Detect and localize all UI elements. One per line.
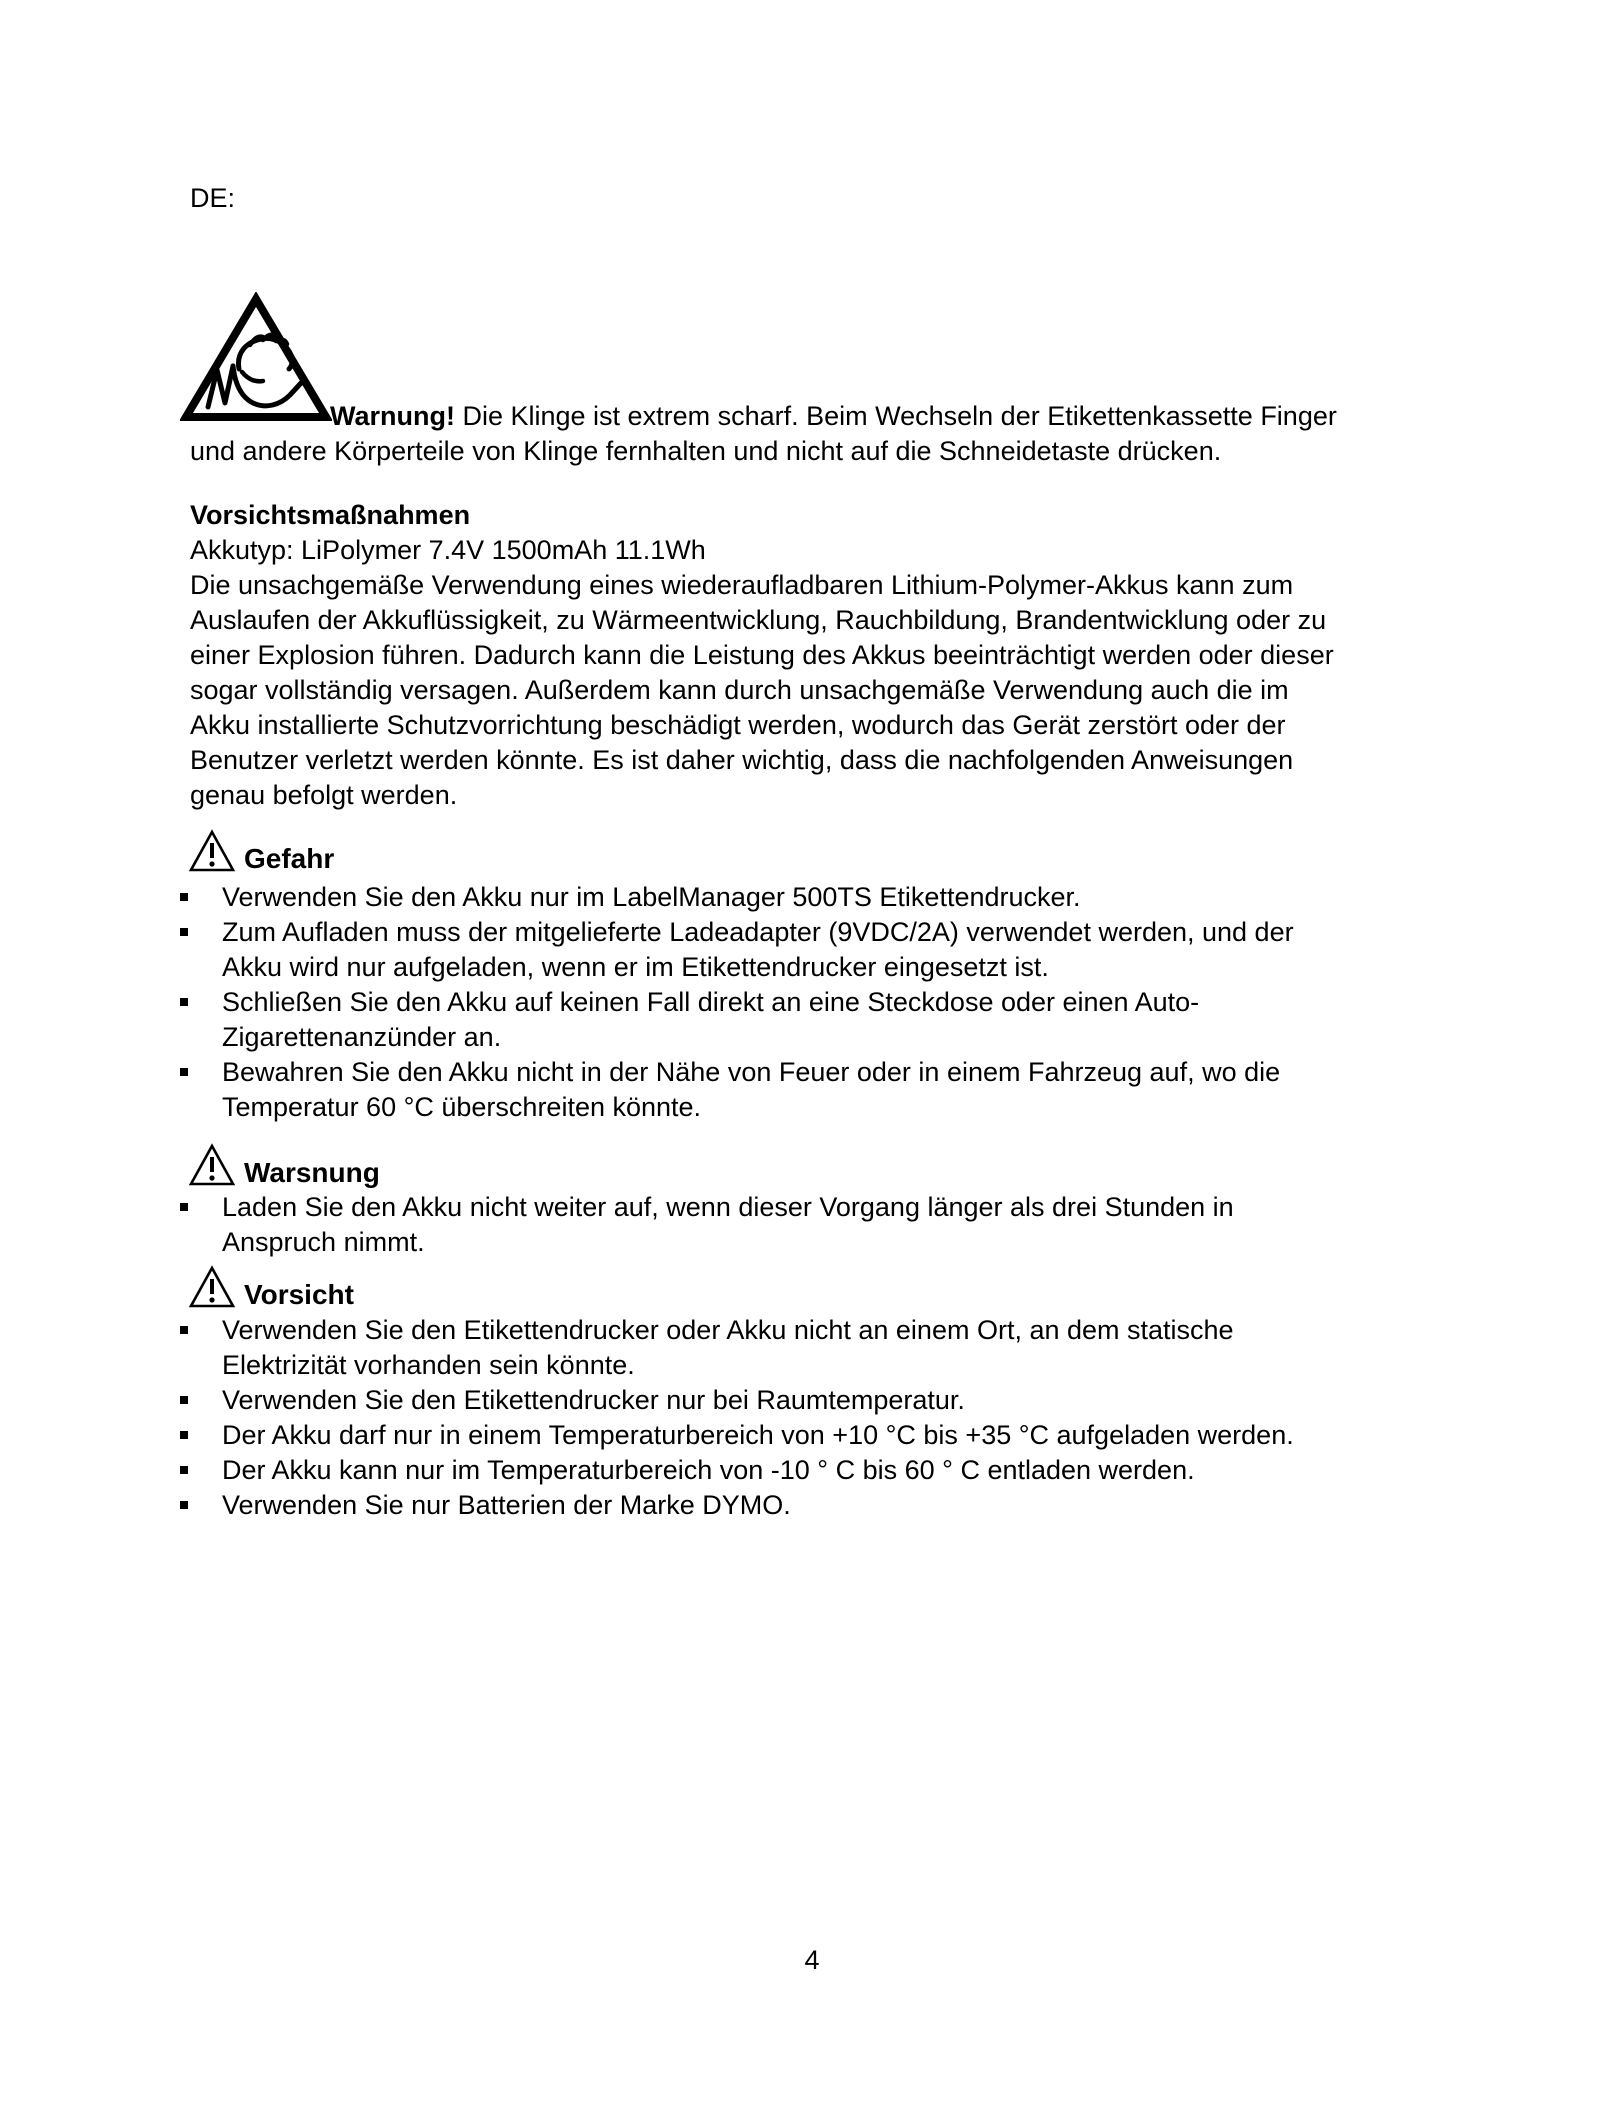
blade-warning-line1: [190, 399, 1337, 434]
blade-warning-line1-text: Die Klinge ist extrem scharf. Beim Wechseln der Etikettenkassette Finger: [462, 401, 1337, 431]
list-item: [178, 1453, 1294, 1488]
precautions-paragraph-line: Akku installierte Schutzvorrichtung beschädigt werden, wodurch das Gerät zerstört oder der: [190, 710, 1286, 740]
blade-warning-line2: und andere Körperteile von Klinge fernhalten und nicht auf die Schneidetaste drücken.: [190, 436, 1222, 466]
precautions-paragraph-line: Auslaufen der Akkuflüssigkeit, zu Wärmeentwicklung, Rauchbildung, Brandentwicklung oder zu: [190, 605, 1327, 635]
precautions-paragraph-line: sogar vollständig versagen. Außerdem kann durch unsachgemäße Verwendung auch die im: [190, 675, 1289, 705]
language-label: DE:: [190, 183, 236, 213]
warning-heading-label: Warsnung: [244, 1157, 380, 1188]
blade-warning-title: Warnung!: [330, 401, 455, 431]
precautions-paragraph-line: Benutzer verletzt werden könnte. Es ist daher wichtig, dass die nachfolgenden Anweisungen: [190, 745, 1294, 775]
list-item-text: Verwenden Sie den Akku nur im LabelManager 500TS Etikettendrucker.: [222, 882, 1081, 912]
precautions-heading: Vorsichtsmaßnahmen: [190, 500, 471, 530]
square-bullet-icon: [180, 1501, 188, 1509]
danger-heading: [188, 824, 334, 874]
square-bullet-icon: [180, 1431, 188, 1439]
list-item: [178, 1383, 1294, 1418]
warning-list: [178, 1190, 1234, 1260]
list-item: [178, 1488, 1294, 1523]
square-bullet-icon: [180, 1396, 188, 1404]
list-item-text: Zum Aufladen muss der mitgelieferte Ladeadapter (9VDC/2A) verwendet werden, und der: [222, 917, 1294, 947]
warning-triangle-icon: [188, 1142, 236, 1188]
list-item-text: Schließen Sie den Akku auf keinen Fall direkt an eine Steckdose oder einen Auto-: [222, 987, 1200, 1017]
list-item-text: Laden Sie den Akku nicht weiter auf, wenn dieser Vorgang länger als drei Stunden in: [222, 1192, 1234, 1222]
list-item-text: Verwenden Sie nur Batterien der Marke DYMO.: [222, 1490, 791, 1520]
square-bullet-icon: [180, 1068, 188, 1076]
list-item-text: Bewahren Sie den Akku nicht in der Nähe von Feuer oder in einem Fahrzeug auf, wo die: [222, 1057, 1281, 1087]
list-item-text: Anspruch nimmt.: [222, 1227, 425, 1257]
list-item: [178, 1418, 1294, 1453]
list-item-text: Verwenden Sie den Etikettendrucker nur bei Raumtemperatur.: [222, 1385, 965, 1415]
danger-heading-label: Gefahr: [244, 843, 335, 874]
list-item-text: Elektrizität vorhanden sein könnte.: [222, 1350, 635, 1380]
precautions-paragraph-line: Die unsachgemäße Verwendung eines wiederaufladbaren Lithium-Polymer-Akkus kann zum: [190, 570, 1294, 600]
blade-warning-text: [190, 399, 1337, 469]
list-item: [178, 1055, 1294, 1125]
list-item-text: Zigarettenanzünder an.: [222, 1022, 502, 1052]
list-item-text: Der Akku darf nur in einem Temperaturbereich von +10 °C bis +35 °C aufgeladen werden.: [222, 1420, 1294, 1450]
warning-triangle-icon: [188, 828, 236, 874]
list-item-text: Der Akku kann nur im Temperaturbereich von -10 ° C bis 60 ° C entladen werden.: [222, 1455, 1195, 1485]
list-item-text: Temperatur 60 °C überschreiten könnte.: [222, 1092, 702, 1122]
page-number: 4: [804, 1945, 820, 1975]
precautions-paragraph-line: einer Explosion führen. Dadurch kann die Leistung des Akkus beeinträchtigt werden oder dieser: [190, 640, 1334, 670]
caution-heading: [188, 1260, 354, 1310]
list-item: [178, 880, 1294, 915]
list-item: [178, 1313, 1294, 1383]
danger-list: [178, 880, 1294, 1125]
square-bullet-icon: [180, 893, 188, 901]
list-item: [178, 915, 1294, 985]
list-item: [178, 1190, 1234, 1260]
list-item: [178, 985, 1294, 1055]
precautions-paragraph-line: genau befolgt werden.: [190, 780, 458, 810]
list-item-text: Verwenden Sie den Etikettendrucker oder Akku nicht an einem Ort, an dem statische: [222, 1315, 1234, 1345]
square-bullet-icon: [180, 928, 188, 936]
warning-heading: [188, 1138, 380, 1188]
precautions-section: [190, 498, 1334, 813]
caution-list: [178, 1313, 1294, 1523]
list-item-text: Akku wird nur aufgeladen, wenn er im Etikettendrucker eingesetzt ist.: [222, 952, 1049, 982]
battery-type-line: Akkutyp: LiPolymer 7.4V 1500mAh 11.1Wh: [190, 535, 706, 565]
warning-triangle-icon: [188, 1264, 236, 1310]
square-bullet-icon: [180, 998, 188, 1006]
square-bullet-icon: [180, 1203, 188, 1211]
caution-heading-label: Vorsicht: [244, 1279, 354, 1310]
square-bullet-icon: [180, 1326, 188, 1334]
square-bullet-icon: [180, 1466, 188, 1474]
